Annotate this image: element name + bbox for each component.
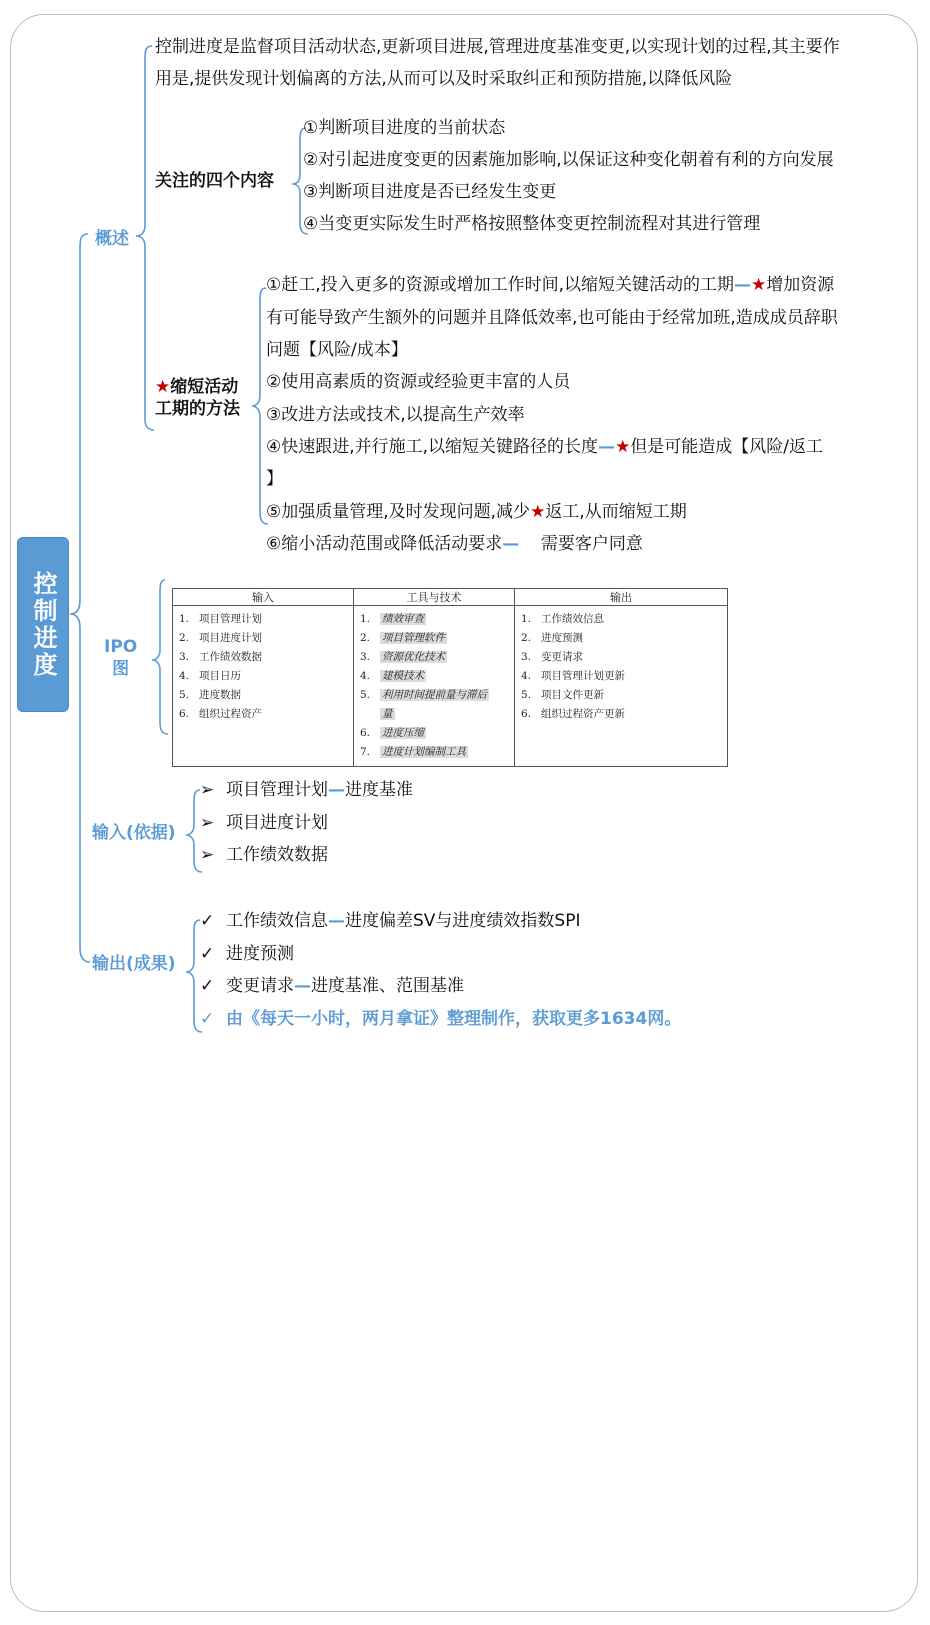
ipo-tool-row: 1. 绩效审查: [360, 613, 424, 625]
ipo-tool-row: 2. 项目管理软件: [360, 632, 445, 644]
output-item-1: [200, 910, 580, 932]
input-item-1-text: 项目管理计划: [226, 780, 328, 800]
method-4-text: ④快速跟进,并行施工,以缩短关键路径的长度: [266, 437, 599, 457]
ipo-label: [104, 636, 137, 680]
method-5: [266, 501, 687, 523]
method-4-note-line2: 】: [266, 469, 283, 489]
root-title: 控制进度: [29, 570, 57, 679]
dash-connector: —: [328, 780, 345, 800]
ipo-tool-row: 3. 资源优化技术: [360, 651, 445, 663]
ipo-tool-row: 量: [382, 708, 393, 720]
method-5-text-b: 返工,从而缩短工期: [545, 502, 687, 522]
ipo-header-inputs: 输入: [173, 589, 354, 606]
arrow-bullet-icon: ➢: [200, 845, 215, 865]
credit-text: 由《每天一小时，两月拿证》整理制作，获取更多1634网。: [226, 1009, 682, 1029]
shorten-label: [155, 376, 240, 420]
method-1: [266, 274, 834, 296]
ipo-output-row: 6. 组织过程资产更新: [521, 708, 625, 720]
credit-line: [200, 1008, 681, 1030]
star-icon: ★: [530, 502, 546, 522]
ipo-input-row: 5. 进度数据: [179, 689, 241, 701]
method-2: ②使用高素质的资源或经验更丰富的人员: [266, 372, 571, 392]
ipo-input-row: 1. 项目管理计划: [179, 613, 262, 625]
ipo-input-row: 3. 工作绩效数据: [179, 651, 262, 663]
overview-label: 概述: [95, 229, 129, 249]
root-brace: [70, 234, 90, 962]
arrow-bullet-icon: ➢: [200, 813, 215, 833]
method-5-text-a: ⑤加强质量管理,及时发现问题,减少: [266, 502, 531, 522]
dash-connector: —: [598, 437, 616, 457]
ipo-outputs-cell: [515, 606, 728, 767]
ipo-tool-row: 5. 利用时间提前量与滞后: [360, 689, 487, 701]
output-item-2: [200, 943, 294, 965]
check-bullet-icon: ✓: [200, 976, 215, 996]
overview-definition-line1: 控制进度是监督项目活动状态,更新项目进展,管理进度基准变更,以实现计划的过程,其主要作: [155, 37, 840, 57]
ipo-output-row: 3. 变更请求: [521, 651, 583, 663]
method-6: [266, 533, 643, 555]
dash-connector: —: [734, 275, 752, 295]
ipo-label-line1: IPO: [104, 637, 138, 657]
method-6-text: ⑥缩小活动范围或降低活动要求: [266, 534, 503, 554]
star-icon: ★: [155, 377, 171, 397]
dash-connector: —: [294, 976, 311, 996]
star-icon: ★: [615, 437, 631, 457]
outputs-label: 输出(成果): [92, 954, 176, 974]
input-item-3: [200, 844, 328, 866]
overview-brace: [136, 46, 154, 430]
ipo-output-row: 2. 进度预测: [521, 632, 583, 644]
output-item-1-note: 进度偏差SV与进度绩效指数SPI: [345, 911, 581, 931]
input-item-1-note: 进度基准: [345, 780, 413, 800]
overview-definition-line2: 用是,提供发现计划偏离的方法,从而可以及时采取纠正和预防措施,以降低风险: [155, 69, 733, 89]
inputs-label: 输入(依据): [92, 823, 176, 843]
method-1-note-line2: 有可能导致产生额外的问题并且降低效率,也可能由于经常加班,造成成员辞职: [266, 308, 838, 328]
root-node: [17, 537, 69, 712]
ipo-input-row: 2. 项目进度计划: [179, 632, 262, 644]
ipo-tools-cell: [354, 606, 515, 767]
method-4-note-line1: 但是可能造成【风险/返工: [630, 437, 824, 457]
ipo-output-row: 4. 项目管理计划更新: [521, 670, 625, 682]
method-3: ③改进方法或技术,以提高生产效率: [266, 405, 525, 425]
output-item-3: [200, 975, 464, 997]
shorten-label-line1: 缩短活动: [170, 377, 239, 397]
output-item-3-text: 变更请求: [226, 976, 294, 996]
ipo-header-tools: 工具与技术: [354, 589, 515, 606]
ipo-output-row: 5. 项目文件更新: [521, 689, 604, 701]
check-bullet-icon: ✓: [200, 1009, 215, 1029]
ipo-label-line2: 图: [112, 659, 130, 679]
shorten-label-line2: 工期的方法: [155, 399, 240, 419]
focus-item-3: ③判断项目进度是否已经发生变更: [303, 182, 557, 202]
ipo-output-row: 1. 工作绩效信息: [521, 613, 604, 625]
output-item-1-text: 工作绩效信息: [226, 911, 328, 931]
check-bullet-icon: ✓: [200, 911, 215, 931]
input-item-1: [200, 779, 413, 801]
ipo-inputs-cell: [173, 606, 354, 767]
focus-item-1: ①判断项目进度的当前状态: [303, 118, 506, 138]
ipo-table: [172, 588, 728, 767]
check-bullet-icon: ✓: [200, 944, 215, 964]
method-1-note-line1: 增加资源: [766, 275, 835, 295]
focus-label: 关注的四个内容: [155, 171, 274, 191]
ipo-brace: [152, 580, 168, 734]
method-1-note-line3: 问题【风险/成本】: [266, 340, 408, 360]
ipo-tool-row: 7. 进度计划编制工具: [360, 746, 466, 758]
ipo-header-outputs: 输出: [515, 589, 728, 606]
ipo-input-row: 6. 组织过程资产: [179, 708, 262, 720]
method-1-text: ①赶工,投入更多的资源或增加工作时间,以缩短关键活动的工期: [266, 275, 735, 295]
method-6-note: 需要客户同意: [540, 534, 643, 554]
focus-item-4: ④当变更实际发生时严格按照整体变更控制流程对其进行管理: [303, 214, 761, 234]
input-item-2: [200, 812, 328, 834]
ipo-input-row: 4. 项目日历: [179, 670, 241, 682]
input-item-2-text: 项目进度计划: [226, 813, 328, 833]
method-4: [266, 436, 823, 458]
input-item-3-text: 工作绩效数据: [226, 845, 328, 865]
dash-connector: —: [502, 534, 520, 554]
star-icon: ★: [751, 275, 767, 295]
dash-connector: —: [328, 911, 345, 931]
output-item-2-text: 进度预测: [226, 944, 294, 964]
ipo-tool-row: 4. 建模技术: [360, 670, 424, 682]
output-item-3-note: 进度基准、范围基准: [311, 976, 464, 996]
arrow-bullet-icon: ➢: [200, 780, 215, 800]
ipo-tool-row: 6. 进度压缩: [360, 727, 424, 739]
focus-item-2: ②对引起进度变更的因素施加影响,以保证这种变化朝着有利的方向发展: [303, 150, 834, 170]
